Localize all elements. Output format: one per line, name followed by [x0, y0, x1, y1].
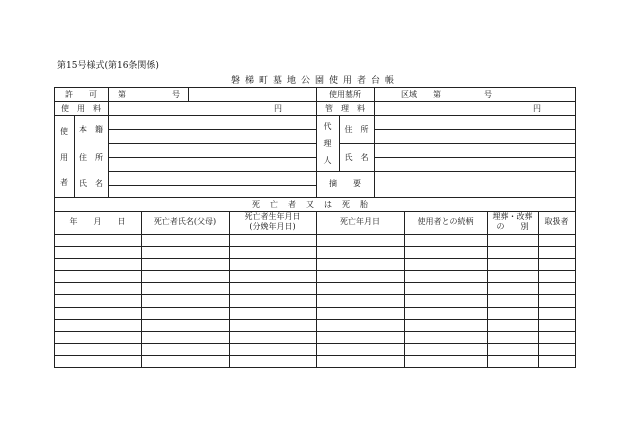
permit-label: 許 可	[65, 90, 97, 99]
col-header-death-date: 死亡年月日	[340, 217, 380, 226]
plot-no-suffix: 号	[484, 90, 492, 99]
agent-address-label: 住 所	[344, 125, 369, 134]
form-reference: 第15号様式(第16条関係)	[57, 61, 159, 71]
user-name-field[interactable]	[109, 172, 315, 196]
permit-number-field[interactable]	[189, 88, 315, 100]
user-domicile-field[interactable]	[109, 116, 315, 142]
permit-no-suffix: 号	[172, 90, 180, 99]
table-row[interactable]	[55, 295, 575, 306]
user-side-label: 者	[60, 178, 68, 187]
document-title: 磐梯町墓地公園使用者台帳	[230, 76, 399, 86]
user-side-label: 使	[60, 127, 68, 136]
plot-area-label: 区域	[401, 90, 417, 99]
col-header-relationship: 使用者との続柄	[417, 217, 474, 226]
col-header-date: 年 月 日	[69, 217, 126, 226]
table-row[interactable]	[55, 247, 575, 258]
agent-side-label: 人	[323, 156, 332, 165]
remarks-field[interactable]	[375, 172, 574, 196]
agent-name-label: 氏 名	[344, 153, 369, 162]
agent-side-label: 理	[323, 139, 332, 148]
col-header-delivery-date: (分娩年月日)	[249, 222, 296, 231]
col-header-burial-type-2: の 別	[496, 222, 529, 231]
usage-fee-label: 使 用 料	[61, 104, 101, 113]
death-section-title: 死亡者又は死胎	[252, 200, 378, 209]
mgmt-fee-label: 管 理 料	[325, 104, 365, 113]
table-row[interactable]	[55, 320, 575, 331]
usage-fee-unit: 円	[274, 104, 282, 113]
table-row[interactable]	[55, 259, 575, 270]
plot-label: 使用墓所	[329, 90, 361, 99]
mgmt-fee-unit: 円	[533, 104, 541, 113]
usage-fee-field[interactable]	[109, 102, 315, 114]
col-header-handler: 取扱者	[544, 217, 569, 226]
user-address-field[interactable]	[109, 144, 315, 170]
table-row[interactable]	[55, 332, 575, 343]
table-row[interactable]	[55, 283, 575, 294]
agent-name-field[interactable]	[375, 144, 574, 170]
table-border-bottom	[54, 367, 576, 368]
table-row[interactable]	[55, 271, 575, 282]
table-row[interactable]	[55, 235, 575, 246]
col-header-burial-type: 埋葬・改葬	[492, 212, 533, 221]
remarks-label: 摘 要	[329, 179, 361, 188]
col-header-deceased-name: 死亡者氏名(父母)	[153, 217, 217, 226]
permit-no-prefix: 第	[118, 90, 126, 99]
user-domicile-label: 本 籍	[79, 125, 103, 134]
table-row[interactable]	[55, 344, 575, 355]
user-side-label: 用	[60, 153, 68, 162]
grid-line	[54, 197, 576, 198]
user-name-label: 氏 名	[79, 179, 103, 188]
table-row[interactable]	[55, 308, 575, 319]
agent-address-field[interactable]	[375, 116, 574, 142]
mgmt-fee-field[interactable]	[375, 102, 574, 114]
plot-no-prefix: 第	[433, 90, 441, 99]
plot-number-field[interactable]	[375, 88, 574, 100]
table-row[interactable]	[55, 356, 575, 367]
col-header-birth-date: 死亡者生年月日	[244, 212, 301, 221]
user-address-label: 住 所	[79, 153, 103, 162]
agent-side-label: 代	[323, 122, 332, 131]
